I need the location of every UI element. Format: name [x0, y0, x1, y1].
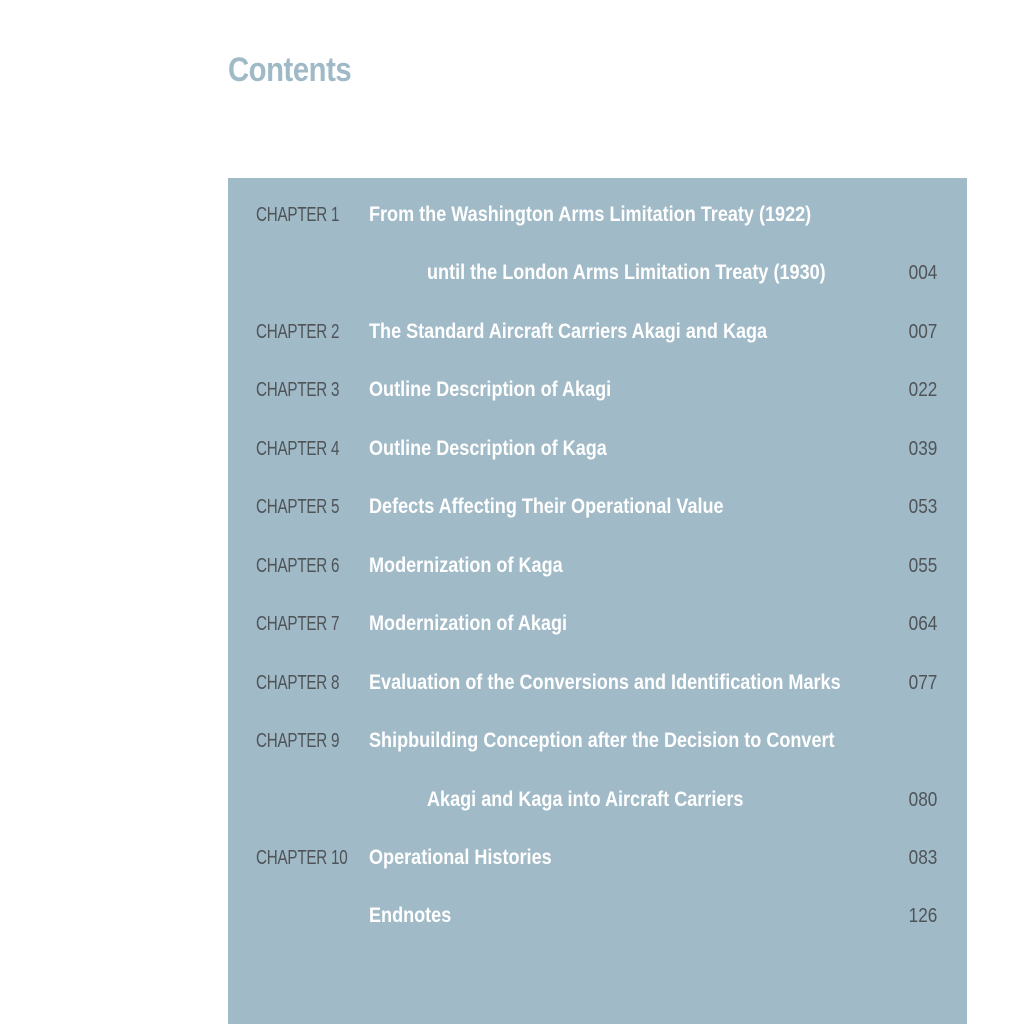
page-number: 039: [908, 438, 937, 460]
chapter-label: CHAPTER 10: [256, 847, 348, 869]
chapter-label: CHAPTER 2: [256, 321, 340, 343]
page-title: Contents: [228, 51, 352, 89]
chapter-label: CHAPTER 6: [256, 555, 340, 577]
page-number: 080: [908, 789, 937, 811]
toc-row-chapter-7[interactable]: [228, 604, 967, 644]
toc-row-endnotes[interactable]: [228, 896, 967, 936]
toc-row-chapter-5[interactable]: [228, 487, 967, 527]
chapter-label: CHAPTER 8: [256, 672, 340, 694]
page-number: 053: [908, 496, 937, 518]
entry-title: Outline Description of Kaga: [369, 437, 607, 460]
entry-title: Evaluation of the Conversions and Identification Marks: [369, 671, 841, 694]
toc-row-chapter-3[interactable]: [228, 370, 967, 410]
entry-title: Akagi and Kaga into Aircraft Carriers: [427, 788, 744, 811]
chapter-label: CHAPTER 4: [256, 438, 340, 460]
page-number: 004: [908, 262, 937, 284]
toc-row-chapter-6[interactable]: [228, 546, 967, 586]
toc-row-chapter-9[interactable]: [228, 721, 967, 761]
entry-title: Shipbuilding Conception after the Decision to Convert: [369, 729, 835, 752]
entry-title: Modernization of Akagi: [369, 612, 568, 635]
chapter-label: CHAPTER 1: [256, 204, 340, 226]
toc-row-chapter-10[interactable]: [228, 838, 967, 878]
chapter-label: CHAPTER 3: [256, 379, 340, 401]
page-number: 126: [908, 905, 937, 927]
chapter-label: CHAPTER 5: [256, 496, 340, 518]
page-number: 007: [908, 321, 937, 343]
entry-title: Operational Histories: [369, 846, 552, 869]
chapter-label: CHAPTER 7: [256, 613, 340, 635]
page-number: 055: [908, 555, 937, 577]
toc-row-chapter-1[interactable]: [228, 195, 967, 235]
entry-title: Outline Description of Akagi: [369, 378, 612, 401]
page-number: 064: [908, 613, 937, 635]
entry-title: Endnotes: [369, 904, 452, 927]
page-number: 083: [908, 847, 937, 869]
entry-title: Modernization of Kaga: [369, 554, 563, 577]
toc-row-chapter-9-cont[interactable]: [228, 780, 967, 820]
chapter-label: CHAPTER 9: [256, 730, 340, 752]
entry-title: until the London Arms Limitation Treaty (1930): [427, 261, 826, 284]
toc-panel: [228, 178, 967, 1024]
toc-row-chapter-1-cont[interactable]: [228, 253, 967, 293]
toc-row-chapter-2[interactable]: [228, 312, 967, 352]
entry-title: Defects Affecting Their Operational Value: [369, 495, 724, 518]
entry-title: From the Washington Arms Limitation Treaty (1922): [369, 203, 812, 226]
page-number: 077: [908, 672, 937, 694]
toc-row-chapter-4[interactable]: [228, 429, 967, 469]
entry-title: The Standard Aircraft Carriers Akagi and Kaga: [369, 320, 768, 343]
page-number: 022: [908, 379, 937, 401]
toc-row-chapter-8[interactable]: [228, 663, 967, 703]
